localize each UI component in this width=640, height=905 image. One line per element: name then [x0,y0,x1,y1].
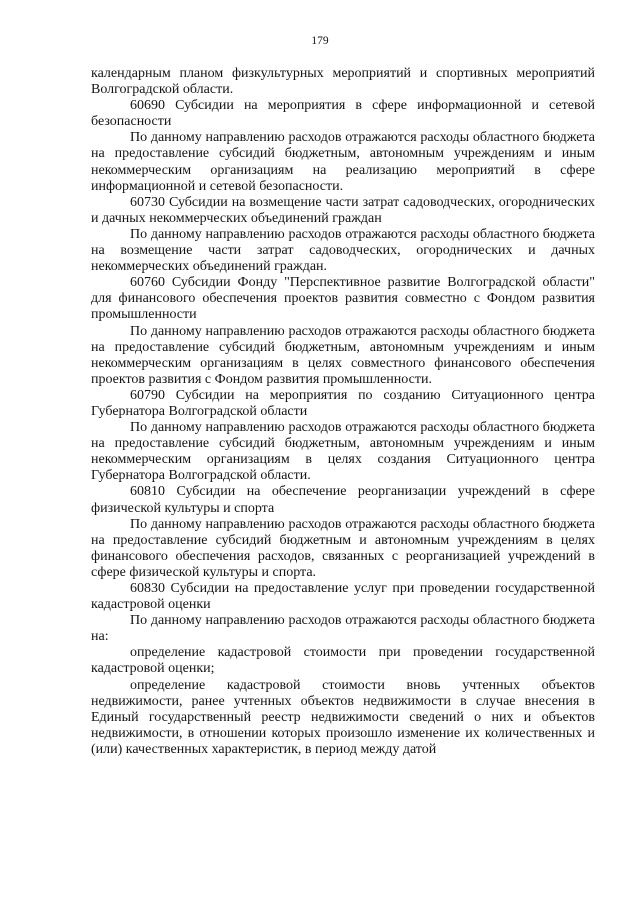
paragraph: определение кадастровой стоимости вновь учтенных объектов недвижимости, ранее учтенных объектов недвижимости в случае внесения в Единый государственный реестр недвижимости сведений о них и объектов недвижимости, в отношении которых произошло изменение их количественных и (или) качественных характеристик, в период между датой [91,677,595,757]
paragraph: 60830 Субсидии на предоставление услуг при проведении государственной кадастровой оценки [91,581,595,613]
paragraph: определение кадастровой стоимости при проведении государственной кадастровой оценки; [91,645,595,677]
page-number: 179 [311,35,329,47]
paragraph: По данному направлению расходов отражаются расходы областного бюджета на предоставление субсидий бюджетным и автономным учреждениям в целях финансового обеспечения расходов, связанных с реорганизацией учреждений в сфере физической культуры и спорта. [91,516,595,580]
paragraph: 60690 Субсидии на мероприятия в сфере информационной и сетевой безопасности [91,98,595,130]
document-body [91,66,595,758]
paragraph: 60760 Субсидии Фонду "Перспективное развитие Волгоградской области" для финансового обеспечения проектов развития совместно с Фондом развития промышленности [91,275,595,323]
paragraph: календарным планом физкультурных мероприятий и спортивных мероприятий Волгоградской области. [91,66,595,98]
paragraph: 60730 Субсидии на возмещение части затрат садоводческих, огороднических и дачных некоммерческих объединений граждан [91,194,595,226]
paragraph: По данному направлению расходов отражаются расходы областного бюджета на: [91,613,595,645]
paragraph: 60790 Субсидии на мероприятия по созданию Ситуационного центра Губернатора Волгоградской области [91,387,595,419]
paragraph: По данному направлению расходов отражаются расходы областного бюджета на предоставление субсидий бюджетным, автономным учреждениям и иным некоммерческим организациям в целях совместного финансового обеспечения проектов развития с Фондом развития промышленности. [91,323,595,387]
paragraph: По данному направлению расходов отражаются расходы областного бюджета на возмещение части затрат садоводческих, огороднических и дачных некоммерческих объединений граждан. [91,226,595,275]
paragraph: 60810 Субсидии на обеспечение реорганизации учреждений в сфере физической культуры и спорта [91,484,595,516]
paragraph: По данному направлению расходов отражаются расходы областного бюджета на предоставление субсидий бюджетным, автономным учреждениям и иным некоммерческим организациям на реализацию мероприятий в сфере информационной и сетевой безопасности. [91,130,595,194]
paragraph: По данному направлению расходов отражаются расходы областного бюджета на предоставление субсидий бюджетным, автономным учреждениям и иным некоммерческим организациям в целях создания Ситуационного центра Губернатора Волгоградской области. [91,420,595,484]
